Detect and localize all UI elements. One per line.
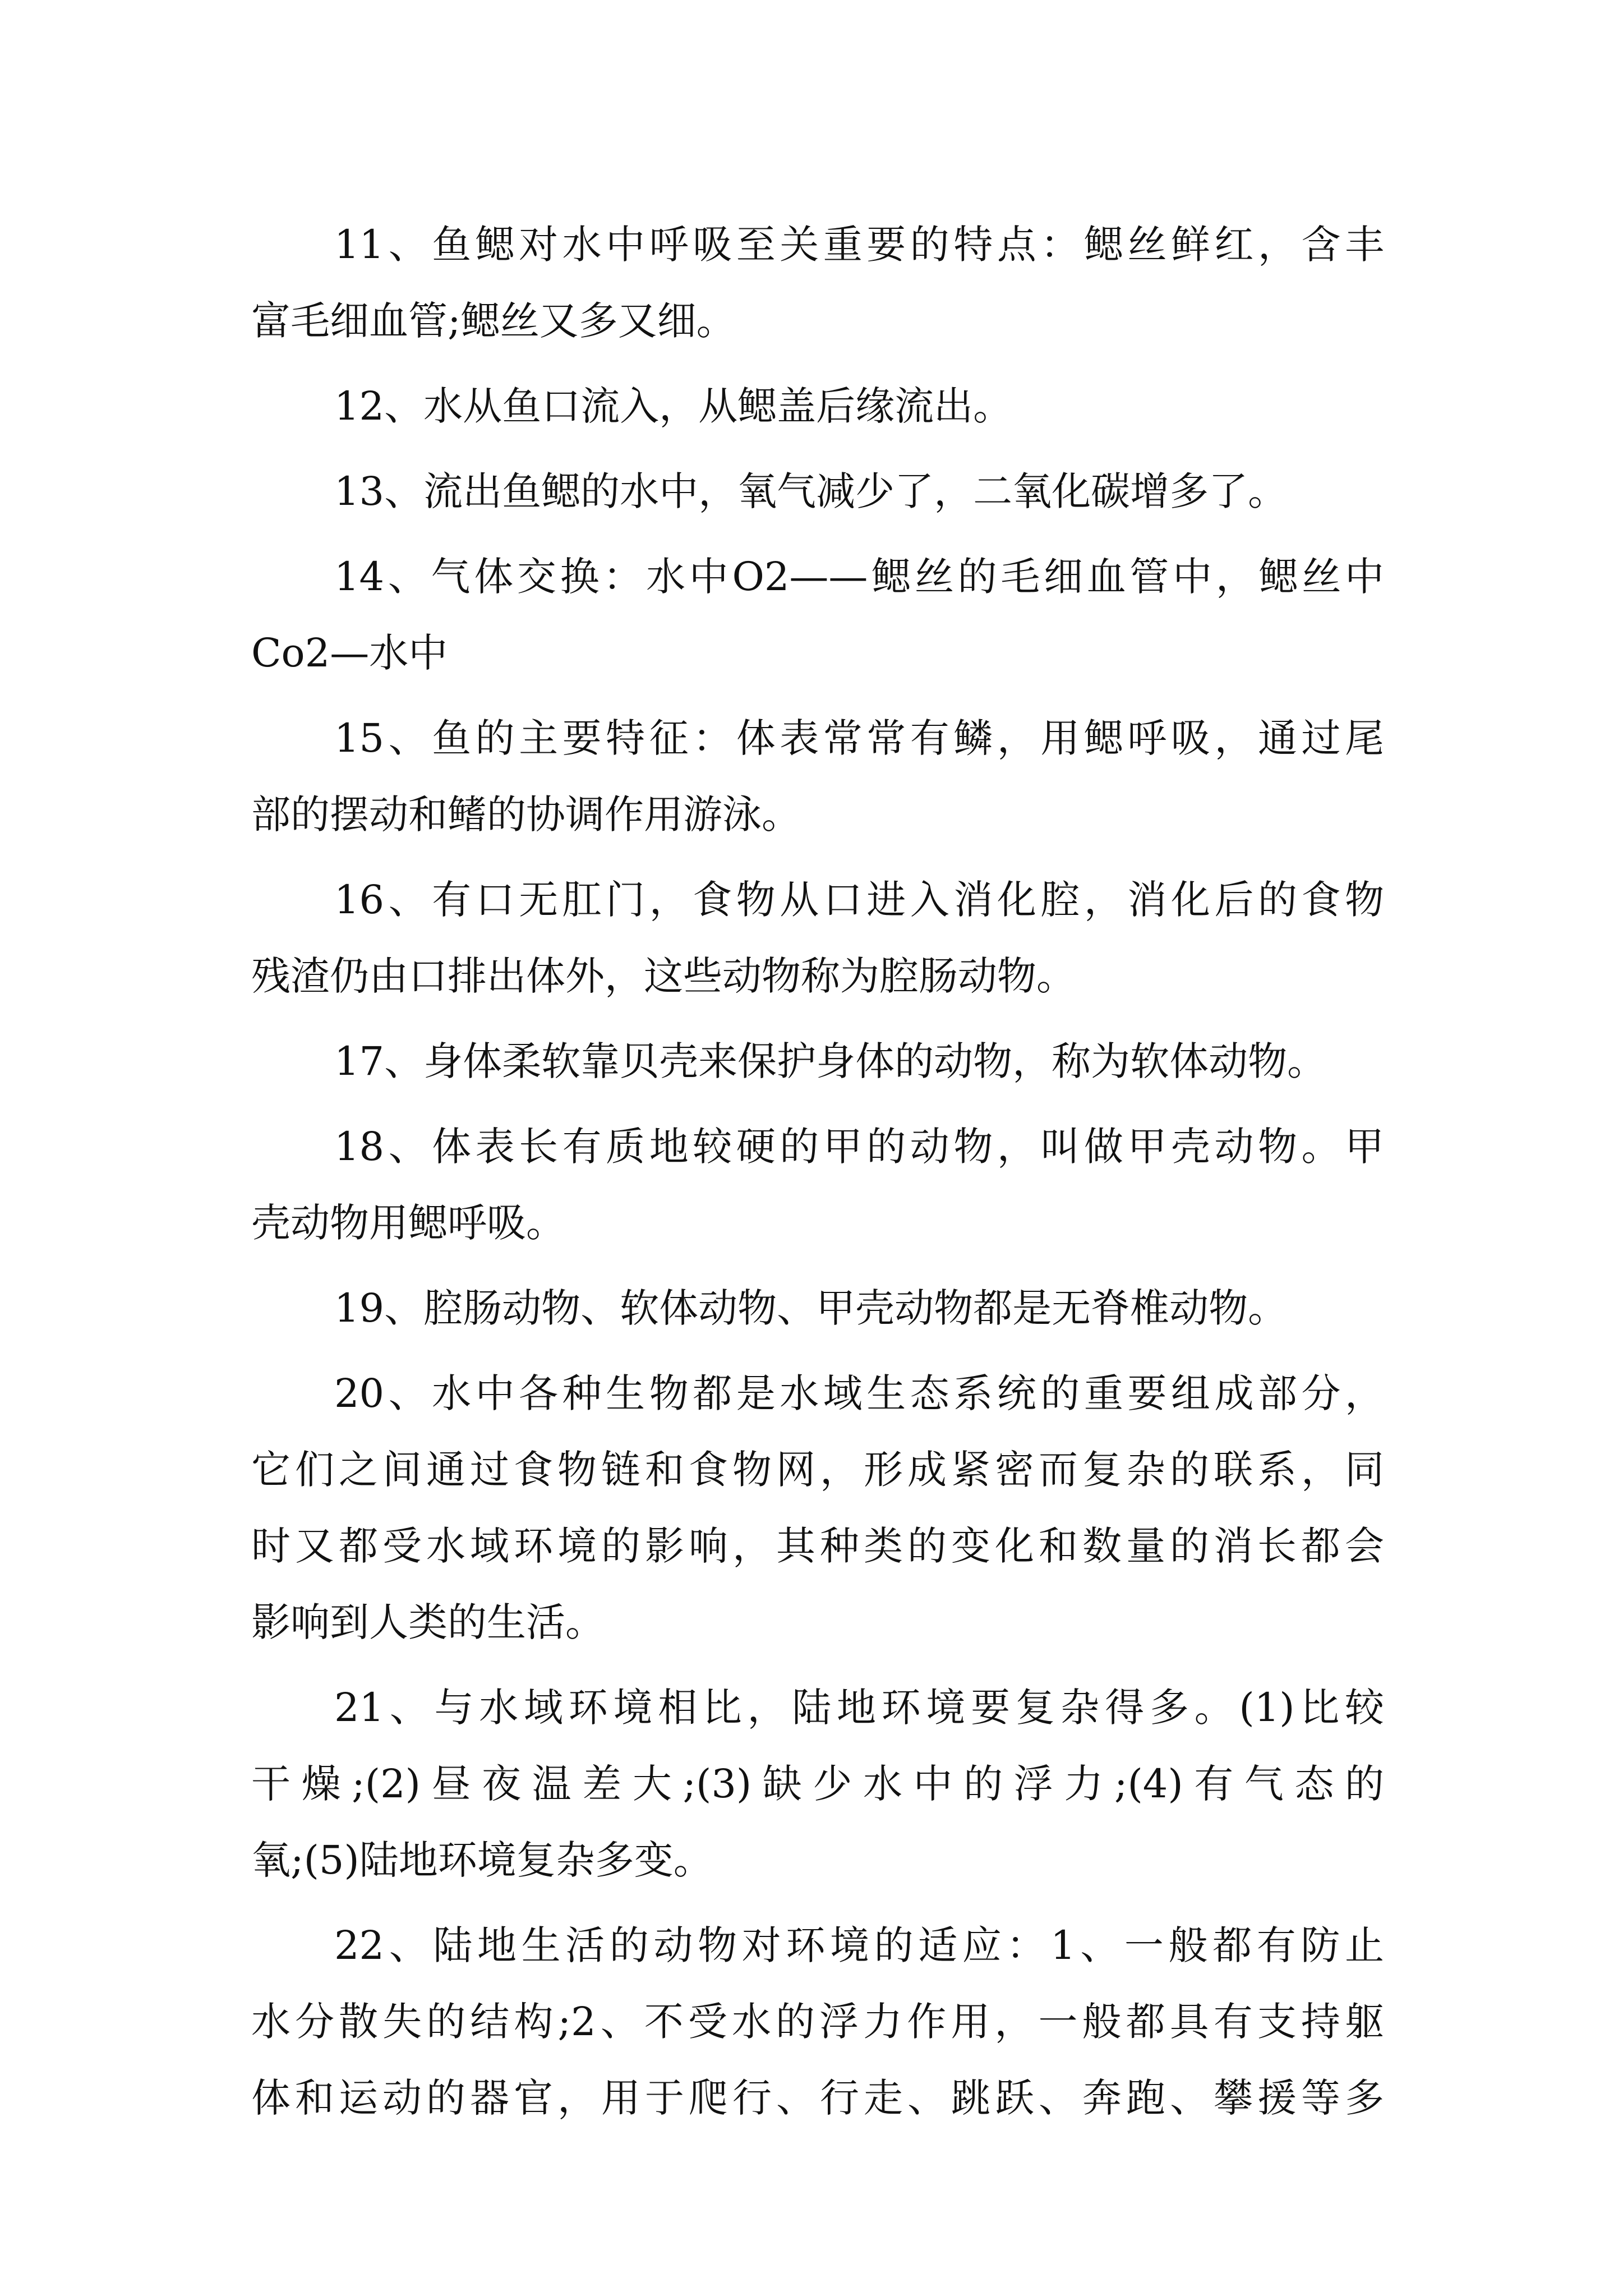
- paragraph-line: 14、气体交换：水中O2——鳃丝的毛细血管中，鳃丝中: [334, 554, 1384, 600]
- paragraph-line: 壳动物用鳃呼吸。: [251, 1200, 565, 1246]
- paragraph-line: 15、鱼的主要特征：体表常常有鳞，用鳃呼吸，通过尾: [334, 715, 1384, 761]
- paragraph-line: 18、体表长有质地较硬的甲的动物，叫做甲壳动物。甲: [334, 1124, 1384, 1170]
- paragraph-line: 21、与水域环境相比，陆地环境要复杂得多。(1)比较: [334, 1685, 1384, 1731]
- paragraph-16: [251, 862, 1384, 1014]
- paragraph-line: 影响到人类的生活。: [251, 1599, 605, 1645]
- paragraph-line: 17、身体柔软靠贝壳来保护身体的动物，称为软体动物。: [334, 1038, 1327, 1084]
- paragraph-line: 时又都受水域环境的影响，其种类的变化和数量的消长都会: [251, 1523, 1384, 1569]
- paragraph-19: [251, 1270, 1384, 1346]
- paragraph-13: [251, 453, 1384, 530]
- paragraph-line: 11、鱼鳃对水中呼吸至关重要的特点：鳃丝鲜红，含丰: [334, 222, 1384, 268]
- paragraph-18: [251, 1108, 1384, 1261]
- paragraph-line: 16、有口无肛门，食物从口进入消化腔，消化后的食物: [334, 877, 1384, 923]
- paragraph-line: 体和运动的器官，用于爬行、行走、跳跃、奔跑、攀援等多: [251, 2075, 1384, 2121]
- paragraph-line: 12、水从鱼口流入，从鳃盖后缘流出。: [334, 383, 1013, 429]
- paragraph-21: [251, 1669, 1384, 1898]
- paragraph-line: 13、流出鱼鳃的水中，氧气减少了，二氧化碳增多了。: [334, 468, 1288, 514]
- paragraph-line: 20、水中各种生物都是水域生态系统的重要组成部分，: [334, 1370, 1384, 1416]
- paragraph-20: [251, 1355, 1384, 1660]
- paragraph-line: 部的摆动和鳍的协调作用游泳。: [251, 792, 801, 838]
- paragraph-line: 19、腔肠动物、软体动物、甲壳动物都是无脊椎动物。: [334, 1285, 1288, 1331]
- paragraph-line: 22、陆地生活的动物对环境的适应：1、一般都有防止: [334, 1922, 1384, 1968]
- paragraph-line: 干燥;(2)昼夜温差大;(3)缺少水中的浮力;(4)有气态的: [251, 1761, 1384, 1807]
- paragraph-15: [251, 700, 1384, 853]
- paragraph-line: 水分散失的结构;2、不受水的浮力作用，一般都具有支持躯: [251, 1999, 1384, 2045]
- paragraph-line: 富毛细血管;鳃丝又多又细。: [251, 298, 736, 344]
- paragraph-line: 残渣仍由口排出体外，这些动物称为腔肠动物。: [251, 953, 1076, 999]
- paragraph-line: Co2—水中: [251, 630, 448, 676]
- paragraph-22: [251, 1907, 1384, 2136]
- paragraph-12: [251, 368, 1384, 444]
- document-body: [251, 206, 1384, 2145]
- paragraph-17: [251, 1023, 1384, 1099]
- paragraph-11: [251, 206, 1384, 359]
- paragraph-line: 它们之间通过食物链和食物网，形成紧密而复杂的联系，同: [251, 1447, 1384, 1493]
- paragraph-14: [251, 539, 1384, 691]
- paragraph-line: 氧;(5)陆地环境复杂多变。: [251, 1837, 713, 1883]
